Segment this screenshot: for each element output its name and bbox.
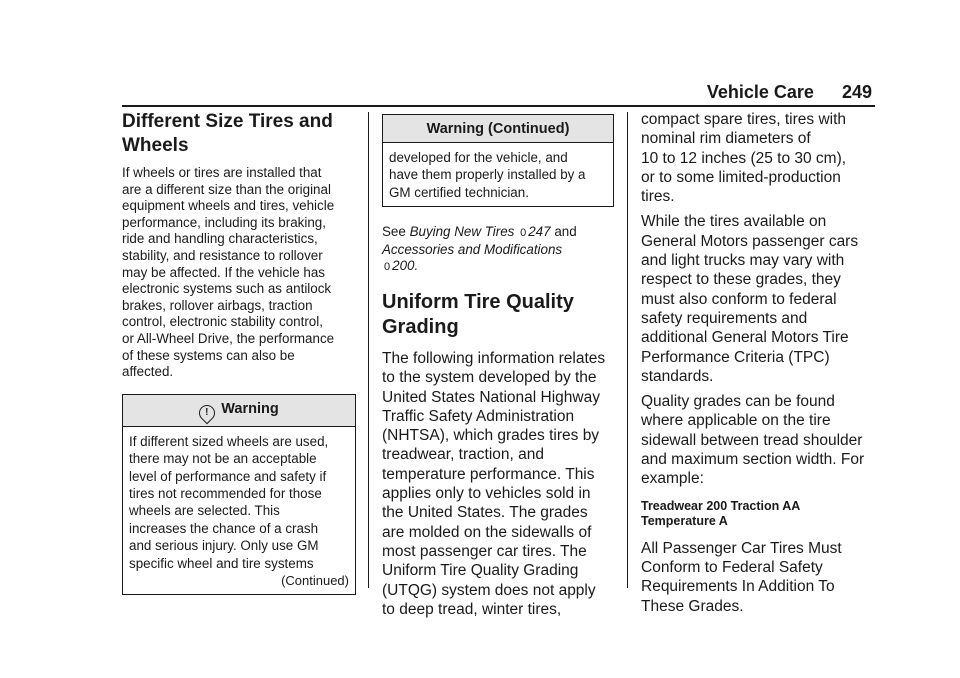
text-line: respect to these grades, they: [641, 271, 841, 289]
body-paragraph: [641, 212, 877, 386]
text-line: and light trucks may vary with: [641, 252, 845, 270]
text-line: Requirements In Addition To: [641, 578, 835, 596]
text-line: are molded on the sidewalls of: [382, 523, 592, 541]
column-2: [382, 110, 614, 619]
text-line: These Grades.: [641, 597, 744, 615]
text-line: to the system developed by the: [382, 369, 597, 387]
see-word: See: [382, 224, 406, 240]
text-line: the United States. The grades: [382, 504, 588, 522]
warning-continued-box: [382, 114, 614, 207]
reference-page[interactable]: 200.: [392, 258, 419, 274]
text-line: control, electronic stability control,: [122, 314, 323, 330]
warning-header: [123, 395, 355, 427]
warning-icon: !: [196, 401, 219, 424]
heading-line: Grading: [382, 316, 459, 338]
text-line: (UTQG) system does not apply: [382, 581, 596, 599]
text-line: specific wheel and tire systems: [129, 555, 314, 571]
text-line: performance, including its braking,: [122, 214, 326, 230]
text-line: most passenger car tires. The: [382, 542, 587, 560]
reference-link[interactable]: Buying New Tires: [409, 224, 515, 240]
section-title: Vehicle Care: [706, 82, 814, 102]
column-1: [122, 110, 356, 595]
section-heading: [382, 290, 614, 340]
page-arrow-icon: 0: [384, 261, 391, 274]
text-line: additional General Motors Tire: [641, 329, 849, 347]
text-line: temperature performance. This: [382, 465, 595, 483]
page-header: [707, 82, 872, 103]
text-line: Temperature A: [641, 513, 728, 528]
reference-page[interactable]: 247: [528, 224, 551, 240]
column-divider: [368, 112, 369, 588]
text-line: tires not recommended for those: [129, 485, 322, 501]
page-number: 249: [841, 82, 872, 102]
text-line: The following information relates: [382, 350, 606, 367]
continued-label: (Continued): [281, 572, 349, 588]
heading-line: Wheels: [122, 135, 189, 156]
text-line: (NHTSA), which grades tires by: [382, 427, 600, 445]
text-line: equipment wheels and tires, vehicle: [122, 198, 335, 214]
text-line: brakes, rollover airbags, traction: [122, 297, 313, 313]
warning-continued-body: [383, 143, 613, 206]
text-line: increases the chance of a crash: [129, 520, 319, 536]
column-3: [641, 110, 877, 616]
body-paragraph: [641, 539, 877, 616]
text-line: or to some limited-production: [641, 168, 841, 186]
text-line: 10 to 12 inches (25 to 30 cm),: [641, 149, 847, 167]
text-line: tires.: [641, 188, 675, 206]
text-line: of these systems can also be: [122, 347, 295, 363]
text-line: or All-Wheel Drive, the performance: [122, 330, 335, 346]
text-line: Performance Criteria (TPC): [641, 348, 830, 366]
heading-line: Different Size Tires and: [122, 111, 333, 132]
text-line: All Passenger Car Tires Must: [641, 539, 842, 557]
text-line: While the tires available on: [641, 213, 827, 231]
body-paragraph: [382, 349, 614, 619]
text-line: United States National Highway: [382, 388, 600, 406]
page-arrow-icon: 0: [520, 227, 527, 240]
text-line: Traffic Safety Administration: [382, 407, 575, 425]
text-line: Conform to Federal Safety: [641, 558, 823, 576]
text-line: compact spare tires, tires with: [641, 111, 847, 128]
body-paragraph: [122, 165, 356, 381]
text-line: sidewall between tread shoulder: [641, 431, 863, 449]
text-line: level of performance and safety if: [129, 468, 327, 484]
body-paragraph: [641, 110, 877, 206]
text-line: example:: [641, 470, 704, 488]
warning-body: [123, 427, 355, 595]
heading-line: Uniform Tire Quality: [382, 291, 574, 313]
text-line: If wheels or tires are installed that: [122, 165, 322, 180]
text-line: treadwear, traction, and: [382, 446, 544, 464]
text-line: where applicable on the tire: [641, 412, 831, 430]
text-line: applies only to vehicles sold in: [382, 485, 591, 503]
text-line: safety requirements and: [641, 309, 808, 327]
reference-link[interactable]: Accessories and Modifications: [382, 241, 563, 257]
text-line: Quality grades can be found: [641, 393, 835, 411]
text-line: General Motors passenger cars: [641, 232, 859, 250]
text-line: stability, and resistance to rollover: [122, 247, 323, 263]
text-line: ride and handling characteristics,: [122, 231, 318, 247]
text-line: and serious injury. Only use GM: [129, 538, 319, 554]
text-line: must also conform to federal: [641, 290, 837, 308]
text-line: wheels are selected. This: [129, 503, 280, 519]
text-line: to deep tread, winter tires,: [382, 600, 562, 618]
text-line: Treadwear 200 Traction AA: [641, 498, 801, 513]
text-line: nominal rim diameters of: [641, 130, 811, 148]
warning-box: [122, 394, 356, 596]
text-line: there may not be an acceptable: [129, 451, 317, 467]
cross-reference: [382, 224, 614, 276]
warning-title: Warning: [221, 400, 279, 417]
text-line: GM certified technician.: [389, 184, 529, 200]
column-divider: [627, 112, 628, 588]
body-paragraph: [641, 392, 877, 488]
text-line: Uniform Tire Quality Grading: [382, 562, 579, 580]
text-line: affected.: [122, 364, 174, 380]
text-line: may be affected. If the vehicle has: [122, 264, 325, 280]
and-word: and: [554, 224, 577, 240]
text-line: standards.: [641, 367, 714, 385]
warning-continued-header: Warning (Continued): [383, 115, 613, 143]
text-line: have them properly installed by a: [389, 167, 586, 183]
section-heading: [122, 110, 356, 158]
text-line: If different sized wheels are used,: [129, 433, 329, 449]
text-line: and maximum section width. For: [641, 451, 865, 469]
text-line: developed for the vehicle, and: [389, 150, 568, 165]
header-rule: [122, 105, 875, 107]
text-line: electronic systems such as antilock: [122, 281, 332, 297]
example-grade: [641, 499, 877, 529]
text-line: are a different size than the original: [122, 181, 331, 197]
